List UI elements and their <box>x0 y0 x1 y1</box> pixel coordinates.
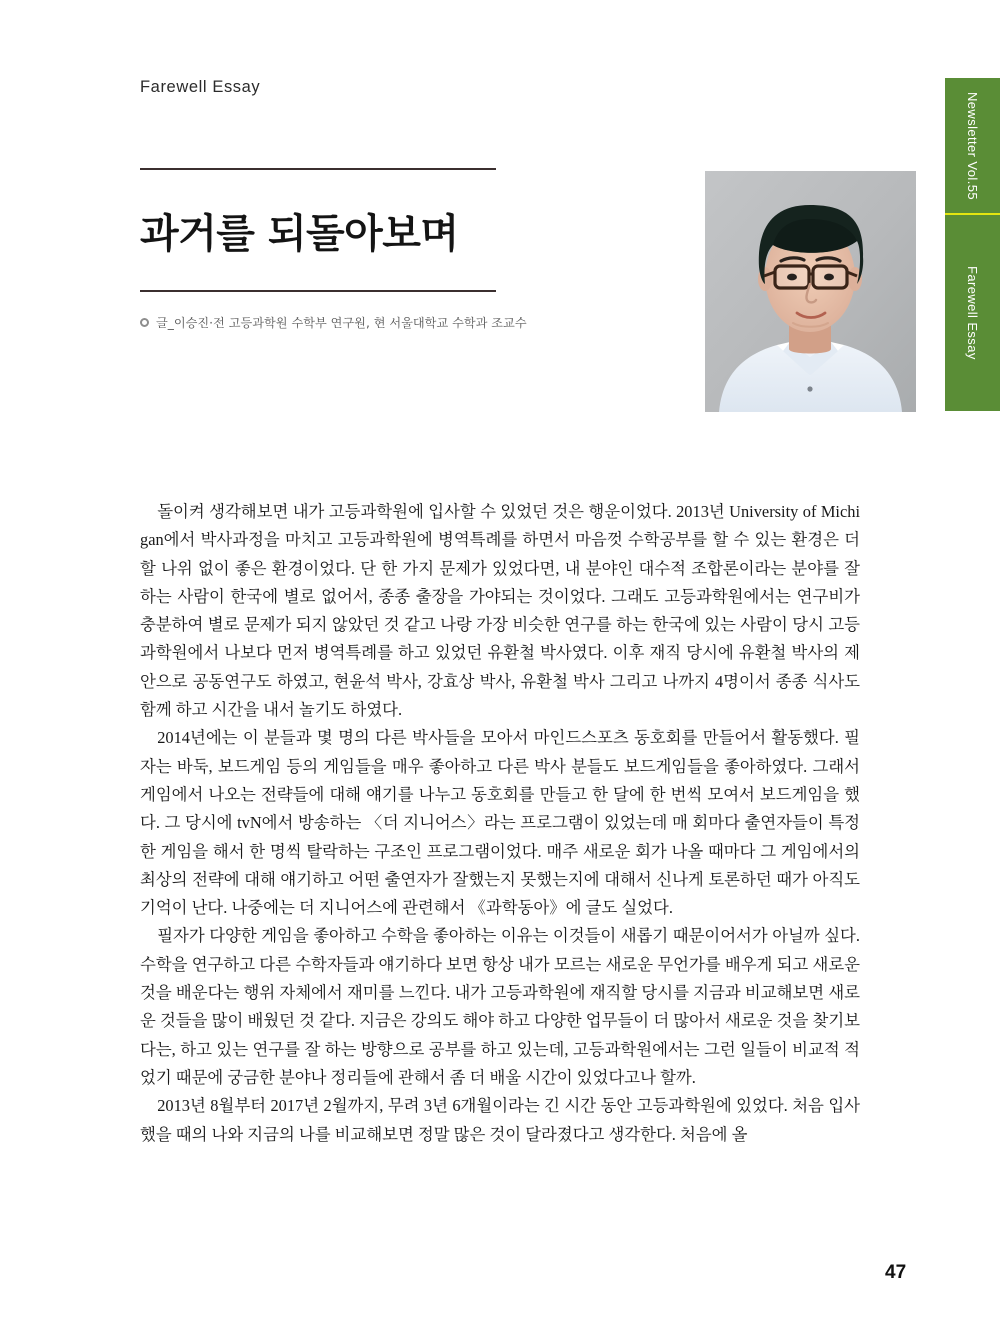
bullet-icon <box>140 318 149 327</box>
portrait-illustration <box>705 171 916 412</box>
side-tab-volume-label: Newsletter Vol.55 <box>965 92 980 200</box>
title-block <box>140 168 527 331</box>
body-paragraph: 돌이켜 생각해보면 내가 고등과학원에 입사할 수 있었던 것은 행운이었다. 2013년 University of Michigan에서 박사과정을 마치고 고등과학원에 병역특례를 하면서 마음껏 수학공부를 할 수 있는 환경은 더할 나위 없이 좋은 환경이었다. 단 한 가지 문제가 있었다면, 내 분야인 대수적 조합론이라는 분야를 잘 하는 사람이 한국에 별로 없어서, 종종 출장을 가야되는 것이었다. 그래도 고등과학원에서는 연구비가 충분하여 별로 문제가 되지 않았던 것 같고 나랑 가장 비슷한 연구를 하는 한국에 있는 사람이 당시 고등과학원에서 나보다 먼저 병역특례를 하고 있었던 유환철 박사였다. 이후 재직 당시에 유환철 박사의 제안으로 공동연구도 하였고, 현윤석 박사, 강효상 박사, 유환철 박사 그리고 나까지 4명이서 종종 식사도 함께 하고 시간을 내서 놀기도 하였다. <box>140 502 860 720</box>
side-tab-section[interactable] <box>945 215 1000 411</box>
side-tab-section-label: Farewell Essay <box>965 266 980 360</box>
page-title: 과거를 되돌아보며 <box>140 211 459 257</box>
side-tab-volume[interactable] <box>945 78 1000 214</box>
byline-text: 글_이승진·전 고등과학원 수학부 연구원, 현 서울대학교 수학과 조교수 <box>156 316 527 330</box>
byline <box>140 314 527 331</box>
author-portrait-photo <box>705 171 916 412</box>
running-head: Farewell Essay <box>140 78 261 96</box>
body-paragraph: 2014년에는 이 분들과 몇 명의 다른 박사들을 모아서 마인드스포츠 동호회를 만들어서 활동했다. 필자는 바둑, 보드게임 등의 게임들을 매우 좋아하고 다른 박사 분들도 보드게임들을 좋아하였다. 그래서 게임에서 나오는 전략들에 대해 얘기를 나누고 동호회를 만들고 한 달에 한 번씩 모여서 보드게임을 했다. 그 당시에 tvN에서 방송하는 〈더 지니어스〉라는 프로그램이 있었는데 매 회마다 출연자들이 특정한 게임을 해서 한 명씩 탈락하는 구조인 프로그램이었다. 매주 새로운 회가 나올 때마다 그 게임에서의 최상의 전략에 대해 얘기하고 어떤 출연자가 잘했는지 못했는지에 대해서 신나게 토론하던 때가 아직도 기억이 난다. 나중에는 더 지니어스에 관련해서 《과학동아》에 글도 실었다. <box>140 728 860 918</box>
page-number: 47 <box>885 1262 907 1283</box>
side-tab-strip <box>945 78 1000 411</box>
body-paragraph: 2013년 8월부터 2017년 2월까지, 무려 3년 6개월이라는 긴 시간 동안 고등과학원에 있었다. 처음 입사했을 때의 나와 지금의 나를 비교해보면 정말 많은 것이 달라졌다고 생각한다. 처음에 올 <box>140 1096 860 1144</box>
article-body <box>140 498 860 1149</box>
title-rule-bottom <box>140 290 496 292</box>
body-paragraph: 필자가 다양한 게임을 좋아하고 수학을 좋아하는 이유는 이것들이 새롭기 때문이어서가 아닐까 싶다. 수학을 연구하고 다른 수학자들과 얘기하다 보면 항상 내가 모르는 새로운 무언가를 배우게 되고 새로운 것을 배운다는 행위 자체에서 재미를 느낀다. 내가 고등과학원에 재직할 당시를 지금과 비교해보면 새로운 것들을 많이 배웠던 것 같다. 지금은 강의도 해야 하고 다양한 업무들이 더 많아서 새로운 것을 찾기보다는, 하고 있는 연구를 잘 하는 방향으로 공부를 하고 있는데, 고등과학원에서는 그런 일들이 비교적 적었기 때문에 궁금한 분야나 정리들에 관해서 좀 더 배울 시간이 있었다고나 할까. <box>140 926 860 1087</box>
